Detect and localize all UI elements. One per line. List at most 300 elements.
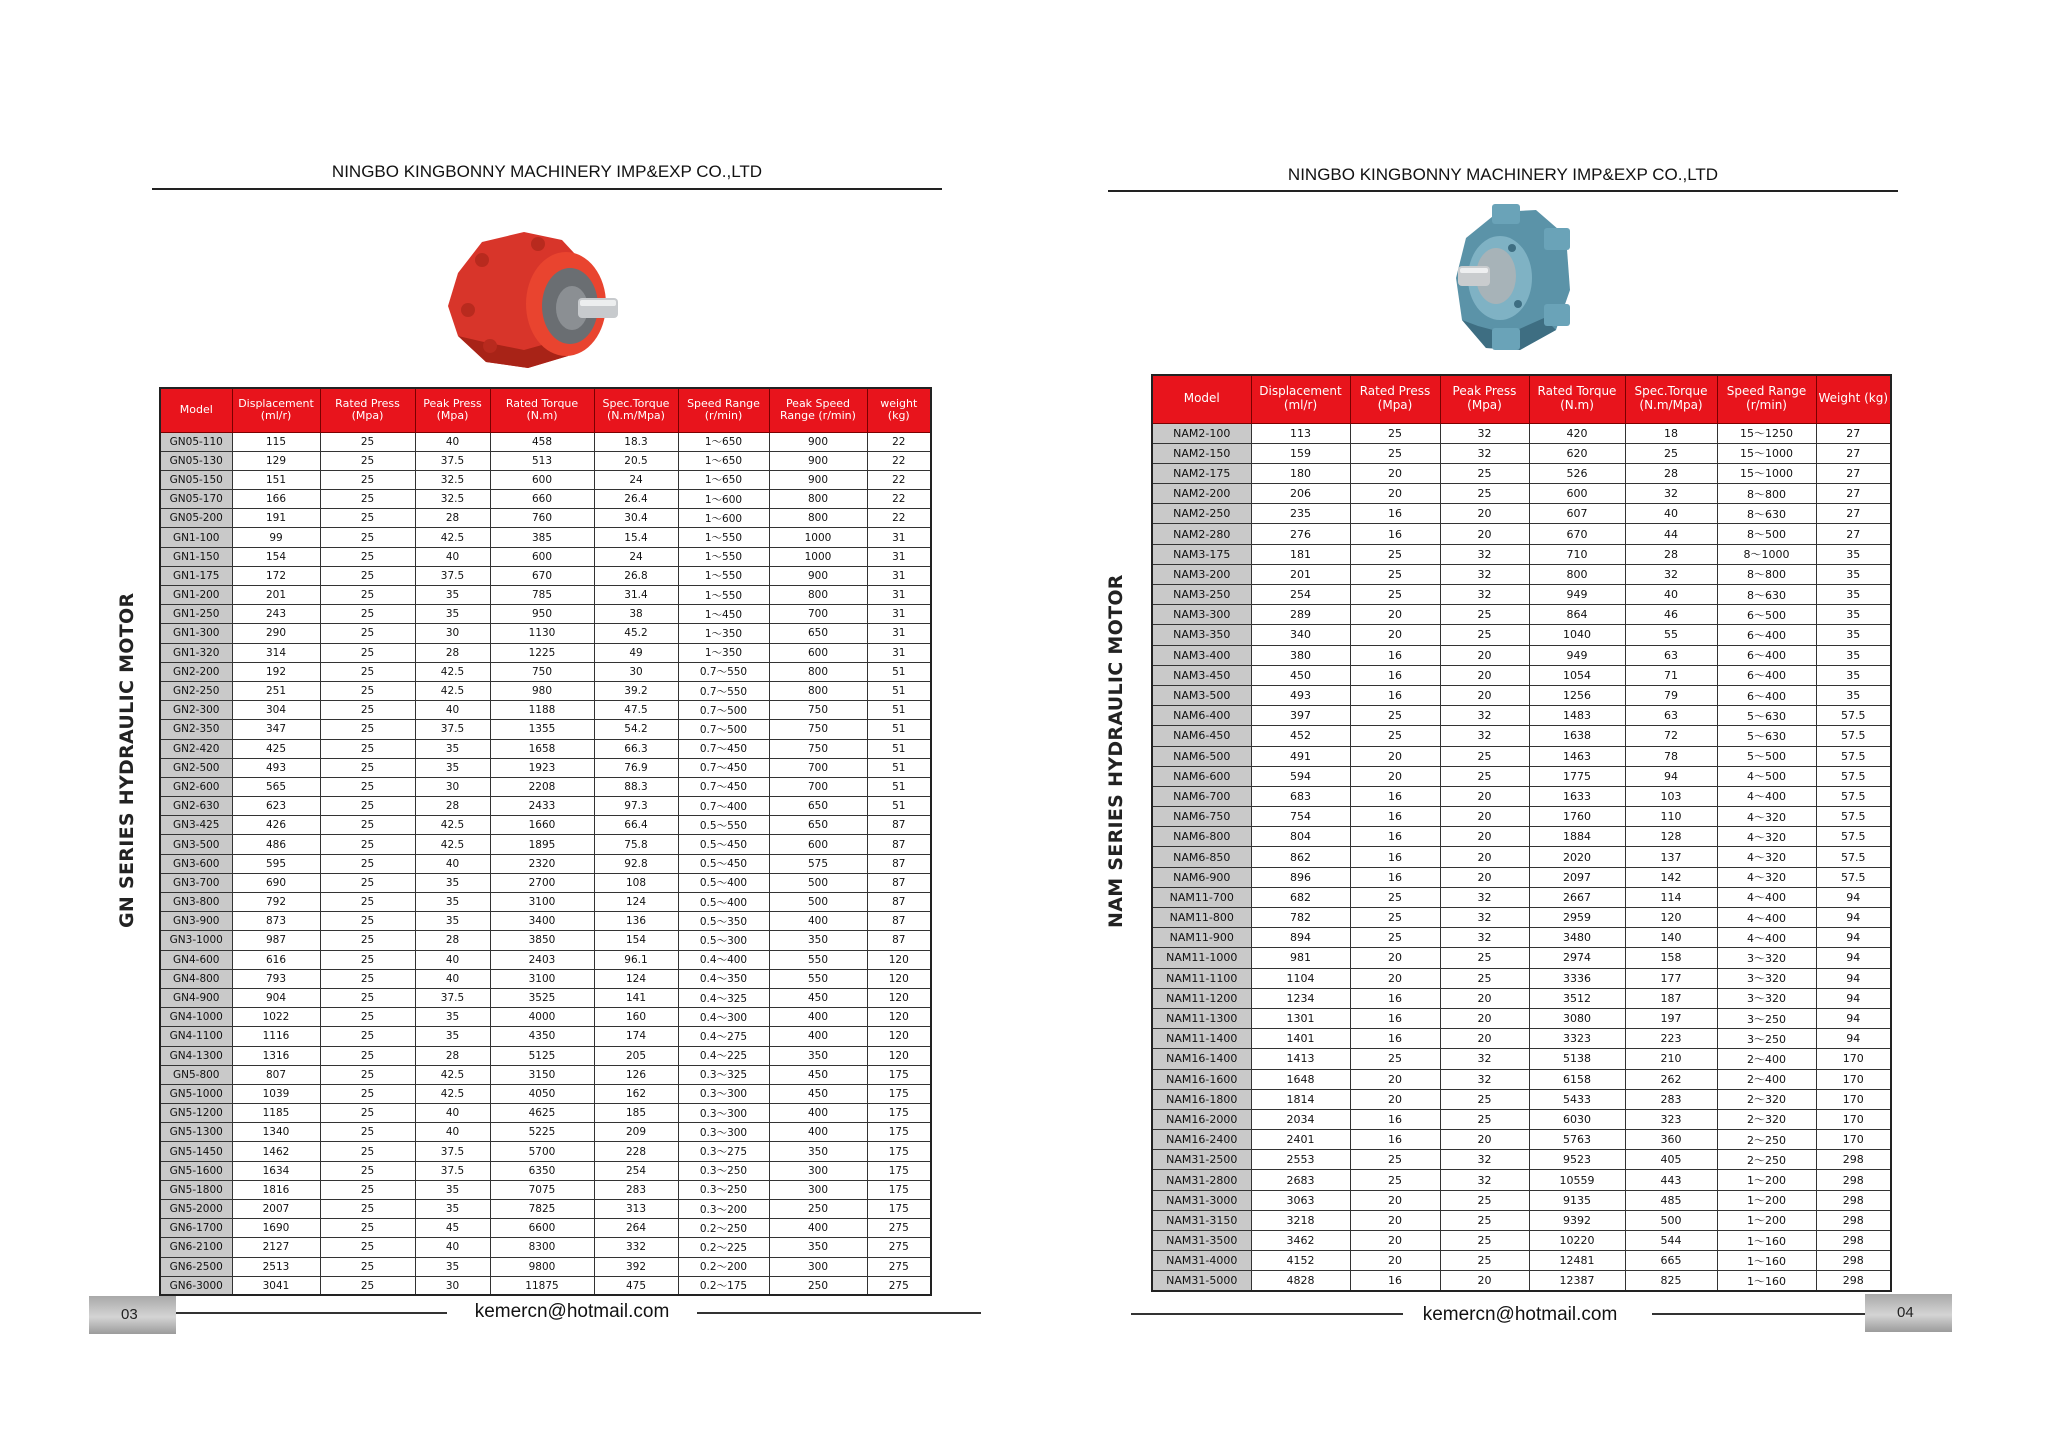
cell-peak-press: 28 [415,797,490,816]
cell-speed-range: 6～400 [1717,645,1816,665]
cell-spec-torque: 66.4 [594,816,678,835]
cell-weight: 57.5 [1816,807,1891,827]
cell-model: GN5-1600 [160,1161,232,1180]
cell-rated-torque: 6600 [490,1219,594,1238]
cell-rated-torque: 2320 [490,854,594,873]
table-row [1152,988,1891,1008]
nam-spec-table [1151,374,1892,1292]
cell-rated-torque: 710 [1529,544,1625,564]
cell-peak-press: 32 [1440,887,1529,907]
cell-rated-press: 25 [1350,726,1440,746]
cell-rated-torque: 3512 [1529,988,1625,1008]
cell-peak-press: 35 [415,873,490,892]
cell-rated-press: 25 [320,1161,415,1180]
cell-peak-press: 32 [1440,726,1529,746]
cell-model: NAM2-100 [1152,423,1251,443]
cell-spec-torque: 825 [1625,1271,1717,1291]
cell-speed-range: 0.3～300 [678,1123,769,1142]
cell-weight: 298 [1816,1190,1891,1210]
cell-model: GN1-200 [160,586,232,605]
cell-peak-speed-range: 650 [769,816,867,835]
cell-rated-press: 25 [320,1257,415,1276]
cell-rated-torque: 3100 [490,969,594,988]
table-row [160,720,931,739]
cell-peak-press: 30 [415,624,490,643]
cell-speed-range: 4～320 [1717,807,1816,827]
cell-model: NAM31-2800 [1152,1170,1251,1190]
cell-speed-range: 0.5～550 [678,816,769,835]
cell-displacement: 115 [232,432,320,451]
cell-rated-torque: 2433 [490,797,594,816]
right-side-title: NAM SERIES HYDRAULIC MOTOR [1105,574,1127,928]
cell-weight: 87 [867,931,931,950]
cell-rated-torque: 385 [490,528,594,547]
cell-spec-torque: 76.9 [594,758,678,777]
cell-speed-range: 1～200 [1717,1190,1816,1210]
table-row [160,547,931,566]
cell-spec-torque: 24 [594,547,678,566]
table-row [1152,544,1891,564]
cell-model: GN4-1100 [160,1027,232,1046]
cell-peak-press: 32 [1440,1069,1529,1089]
cell-displacement: 804 [1251,827,1350,847]
cell-spec-torque: 20.5 [594,451,678,470]
cell-weight: 170 [1816,1089,1891,1109]
cell-speed-range: 0.3～250 [678,1161,769,1180]
cell-displacement: 2683 [1251,1170,1350,1190]
cell-speed-range: 4～320 [1717,827,1816,847]
cell-speed-range: 0.4～300 [678,1008,769,1027]
cell-rated-torque: 1463 [1529,746,1625,766]
cell-model: NAM16-1800 [1152,1089,1251,1109]
cell-displacement: 904 [232,988,320,1007]
cell-displacement: 3218 [1251,1210,1350,1230]
cell-rated-press: 20 [1350,968,1440,988]
cell-rated-press: 25 [320,854,415,873]
cell-peak-press: 32 [1440,1170,1529,1190]
cell-spec-torque: 54.2 [594,720,678,739]
cell-rated-press: 25 [320,451,415,470]
right-footer-rule-a [1131,1313,1403,1315]
cell-rated-press: 16 [1350,1109,1440,1129]
cell-rated-press: 25 [320,643,415,662]
cell-model: NAM3-250 [1152,585,1251,605]
cell-model: GN05-170 [160,490,232,509]
cell-rated-press: 25 [320,969,415,988]
cell-peak-press: 32 [1440,544,1529,564]
cell-rated-torque: 5700 [490,1142,594,1161]
cell-peak-press: 20 [1440,867,1529,887]
cell-peak-press: 25 [1440,1251,1529,1271]
cell-rated-torque: 1775 [1529,766,1625,786]
cell-peak-speed-range: 400 [769,1104,867,1123]
cell-displacement: 2007 [232,1200,320,1219]
cell-spec-torque: 28 [1625,544,1717,564]
cell-rated-press: 25 [1350,1170,1440,1190]
cell-displacement: 623 [232,797,320,816]
cell-displacement: 683 [1251,786,1350,806]
motor-cylinder [1544,228,1570,250]
gn-spec-table [159,387,932,1296]
cell-speed-range: 0.3～325 [678,1065,769,1084]
table-row [1152,1130,1891,1150]
cell-model: NAM3-300 [1152,605,1251,625]
right-footer-email: kemercn@hotmail.com [1422,1304,1618,1325]
cell-rated-torque: 620 [1529,443,1625,463]
cell-speed-range: 2～320 [1717,1109,1816,1129]
cell-speed-range: 2～250 [1717,1130,1816,1150]
motor-bolt [483,339,497,353]
cell-rated-torque: 1355 [490,720,594,739]
cell-speed-range: 2～400 [1717,1069,1816,1089]
cell-weight: 31 [867,566,931,585]
cell-spec-torque: 63 [1625,706,1717,726]
cell-model: GN4-800 [160,969,232,988]
cell-spec-torque: 197 [1625,1008,1717,1028]
cell-rated-torque: 1884 [1529,827,1625,847]
cell-weight: 94 [1816,887,1891,907]
cell-peak-press: 40 [415,701,490,720]
cell-speed-range: 0.7～400 [678,797,769,816]
cell-model: NAM11-700 [1152,887,1251,907]
cell-rated-press: 25 [1350,1150,1440,1170]
cell-rated-torque: 3400 [490,912,594,931]
cell-rated-torque: 2667 [1529,887,1625,907]
cell-rated-torque: 980 [490,681,594,700]
cell-spec-torque: 24 [594,470,678,489]
cell-speed-range: 0.3～300 [678,1104,769,1123]
cell-model: NAM11-800 [1152,908,1251,928]
cell-speed-range: 8～630 [1717,585,1816,605]
cell-model: GN1-320 [160,643,232,662]
cell-weight: 31 [867,528,931,547]
table-row [160,969,931,988]
cell-rated-torque: 1188 [490,701,594,720]
cell-peak-press: 25 [1440,463,1529,483]
cell-rated-torque: 1054 [1529,665,1625,685]
table-row [1152,645,1891,665]
cell-peak-speed-range: 1000 [769,547,867,566]
cell-weight: 120 [867,1046,931,1065]
cell-spec-torque: 128 [1625,827,1717,847]
cell-peak-speed-range: 300 [769,1257,867,1276]
cell-speed-range: 1～350 [678,624,769,643]
table-row [1152,685,1891,705]
table-row [160,1257,931,1276]
cell-peak-press: 28 [415,509,490,528]
cell-weight: 87 [867,912,931,931]
cell-weight: 275 [867,1238,931,1257]
cell-displacement: 3041 [232,1276,320,1295]
cell-peak-press: 32 [1440,585,1529,605]
cell-model: GN5-1300 [160,1123,232,1142]
cell-speed-range: 3～320 [1717,988,1816,1008]
header-weight: weight (kg) [867,388,931,432]
header-displacement: Displacement (ml/r) [232,388,320,432]
cell-weight: 175 [867,1065,931,1084]
cell-weight: 120 [867,950,931,969]
cell-rated-press: 25 [320,797,415,816]
cell-displacement: 151 [232,470,320,489]
cell-spec-torque: 162 [594,1084,678,1103]
cell-rated-press: 25 [320,509,415,528]
cell-peak-speed-range: 500 [769,873,867,892]
cell-rated-press: 25 [320,701,415,720]
table-row [160,624,931,643]
cell-model: NAM11-1100 [1152,968,1251,988]
cell-spec-torque: 30 [594,662,678,681]
cell-model: GN2-630 [160,797,232,816]
cell-weight: 175 [867,1123,931,1142]
left-side-title: GN SERIES HYDRAULIC MOTOR [116,592,138,928]
cell-weight: 94 [1816,1008,1891,1028]
cell-model: NAM3-175 [1152,544,1251,564]
cell-displacement: 1022 [232,1008,320,1027]
cell-model: GN1-100 [160,528,232,547]
cell-peak-speed-range: 750 [769,720,867,739]
cell-rated-torque: 2700 [490,873,594,892]
cell-model: GN3-700 [160,873,232,892]
cell-speed-range: 1～200 [1717,1170,1816,1190]
cell-rated-press: 25 [320,988,415,1007]
cell-rated-press: 25 [1350,908,1440,928]
cell-speed-range: 1～550 [678,566,769,585]
cell-rated-torque: 2974 [1529,948,1625,968]
cell-rated-torque: 9392 [1529,1210,1625,1230]
cell-spec-torque: 500 [1625,1210,1717,1230]
cell-weight: 298 [1816,1170,1891,1190]
cell-speed-range: 0.2～175 [678,1276,769,1295]
cell-displacement: 1039 [232,1084,320,1103]
cell-model: GN5-1450 [160,1142,232,1161]
cell-rated-torque: 600 [490,470,594,489]
cell-rated-torque: 1895 [490,835,594,854]
cell-displacement: 1690 [232,1219,320,1238]
cell-displacement: 191 [232,509,320,528]
cell-displacement: 565 [232,777,320,796]
left-header-rule [152,188,942,190]
cell-rated-press: 25 [320,681,415,700]
cell-peak-speed-range: 550 [769,950,867,969]
cell-speed-range: 6～400 [1717,665,1816,685]
table-row [1152,1150,1891,1170]
cell-rated-torque: 607 [1529,504,1625,524]
cell-weight: 35 [1816,665,1891,685]
cell-peak-press: 25 [1440,605,1529,625]
cell-rated-press: 20 [1350,746,1440,766]
cell-model: NAM6-900 [1152,867,1251,887]
table-row [160,1219,931,1238]
cell-peak-press: 32 [1440,443,1529,463]
cell-rated-torque: 600 [490,547,594,566]
cell-rated-torque: 526 [1529,463,1625,483]
cell-rated-torque: 1660 [490,816,594,835]
cell-peak-press: 40 [415,854,490,873]
cell-speed-range: 0.4～325 [678,988,769,1007]
header-rated-torque: Rated Torque (N.m) [1529,375,1625,423]
table-row [1152,766,1891,786]
cell-spec-torque: 140 [1625,928,1717,948]
cell-speed-range: 4～400 [1717,928,1816,948]
cell-speed-range: 1～160 [1717,1231,1816,1251]
cell-peak-speed-range: 250 [769,1200,867,1219]
header-weight: Weight (kg) [1816,375,1891,423]
cell-peak-speed-range: 350 [769,1142,867,1161]
cell-speed-range: 5～500 [1717,746,1816,766]
cell-spec-torque: 158 [1625,948,1717,968]
motor-cylinder [1544,304,1570,326]
table-row [1152,706,1891,726]
cell-spec-torque: 92.8 [594,854,678,873]
cell-rated-press: 25 [320,1084,415,1103]
motor-shaft-highlight [580,300,616,306]
cell-spec-torque: 264 [594,1219,678,1238]
cell-rated-press: 25 [320,816,415,835]
cell-speed-range: 2～400 [1717,1049,1816,1069]
cell-speed-range: 3～320 [1717,948,1816,968]
cell-spec-torque: 39.2 [594,681,678,700]
cell-weight: 298 [1816,1251,1891,1271]
cell-spec-torque: 28 [1625,463,1717,483]
right-header-rule [1108,190,1898,192]
cell-spec-torque: 485 [1625,1190,1717,1210]
cell-weight: 94 [1816,928,1891,948]
cell-rated-torque: 1923 [490,758,594,777]
table-row [1152,786,1891,806]
cell-speed-range: 0.2～250 [678,1219,769,1238]
cell-rated-press: 25 [320,1123,415,1142]
cell-peak-press: 35 [415,758,490,777]
cell-peak-press: 25 [1440,766,1529,786]
cell-rated-press: 16 [1350,665,1440,685]
cell-weight: 175 [867,1104,931,1123]
cell-model: GN3-500 [160,835,232,854]
cell-rated-torque: 4000 [490,1008,594,1027]
cell-model: NAM16-1400 [1152,1049,1251,1069]
cell-weight: 94 [1816,908,1891,928]
cell-displacement: 1104 [1251,968,1350,988]
cell-rated-press: 16 [1350,1029,1440,1049]
cell-speed-range: 4～400 [1717,908,1816,928]
table-row [1152,867,1891,887]
table-row [160,1276,931,1295]
cell-peak-press: 28 [415,643,490,662]
cell-displacement: 491 [1251,746,1350,766]
table-row [1152,423,1891,443]
cell-model: NAM16-1600 [1152,1069,1251,1089]
cell-model: NAM3-450 [1152,665,1251,685]
cell-displacement: 754 [1251,807,1350,827]
cell-speed-range: 15～1000 [1717,463,1816,483]
right-page-number-box [1865,1294,1952,1332]
cell-weight: 35 [1816,685,1891,705]
table-row [160,1142,931,1161]
cell-rated-torque: 6158 [1529,1069,1625,1089]
cell-speed-range: 0.7～550 [678,681,769,700]
cell-model: GN05-200 [160,509,232,528]
cell-speed-range: 1～160 [1717,1271,1816,1291]
table-row [160,1200,931,1219]
cell-speed-range: 4～500 [1717,766,1816,786]
cell-displacement: 347 [232,720,320,739]
cell-model: GN5-1000 [160,1084,232,1103]
cell-peak-press: 25 [1440,1109,1529,1129]
cell-displacement: 254 [1251,585,1350,605]
cell-model: NAM6-600 [1152,766,1251,786]
cell-model: NAM6-500 [1152,746,1251,766]
cell-displacement: 201 [232,586,320,605]
cell-rated-torque: 3100 [490,893,594,912]
cell-displacement: 2553 [1251,1150,1350,1170]
table-row [1152,1271,1891,1291]
cell-spec-torque: 96.1 [594,950,678,969]
cell-rated-press: 25 [1350,706,1440,726]
cell-spec-torque: 47.5 [594,701,678,720]
cell-speed-range: 5～630 [1717,706,1816,726]
cell-spec-torque: 313 [594,1200,678,1219]
cell-peak-press: 37.5 [415,566,490,585]
table-row [160,586,931,605]
cell-displacement: 4152 [1251,1251,1350,1271]
cell-rated-torque: 660 [490,490,594,509]
cell-rated-torque: 5433 [1529,1089,1625,1109]
nam-table-body [1152,423,1891,1291]
cell-peak-press: 20 [1440,847,1529,867]
cell-rated-press: 25 [320,1238,415,1257]
cell-spec-torque: 44 [1625,524,1717,544]
header-peak-press: Peak Press (Mpa) [1440,375,1529,423]
cell-model: GN05-130 [160,451,232,470]
cell-displacement: 304 [232,701,320,720]
cell-rated-press: 25 [320,1142,415,1161]
cell-displacement: 251 [232,681,320,700]
cell-weight: 57.5 [1816,847,1891,867]
cell-rated-press: 25 [1350,423,1440,443]
cell-peak-press: 37.5 [415,1142,490,1161]
table-row [160,912,931,931]
table-row [1152,908,1891,928]
table-row [1152,443,1891,463]
cell-weight: 27 [1816,443,1891,463]
cell-peak-press: 32 [1440,1049,1529,1069]
cell-displacement: 452 [1251,726,1350,746]
cell-speed-range: 0.7～500 [678,720,769,739]
cell-peak-press: 35 [415,1027,490,1046]
cell-weight: 87 [867,854,931,873]
cell-displacement: 792 [232,893,320,912]
cell-peak-press: 20 [1440,665,1529,685]
cell-speed-range: 1～160 [1717,1251,1816,1271]
cell-displacement: 289 [1251,605,1350,625]
cell-displacement: 987 [232,931,320,950]
cell-speed-range: 1～650 [678,432,769,451]
cell-spec-torque: 88.3 [594,777,678,796]
cell-displacement: 1185 [232,1104,320,1123]
cell-weight: 57.5 [1816,706,1891,726]
cell-rated-torque: 1633 [1529,786,1625,806]
cell-rated-torque: 6350 [490,1161,594,1180]
cell-peak-speed-range: 800 [769,509,867,528]
cell-model: GN6-2500 [160,1257,232,1276]
cell-rated-press: 20 [1350,625,1440,645]
cell-speed-range: 0.5～400 [678,873,769,892]
cell-displacement: 380 [1251,645,1350,665]
cell-rated-press: 20 [1350,1069,1440,1089]
cell-speed-range: 4～400 [1717,786,1816,806]
cell-rated-press: 25 [320,758,415,777]
cell-speed-range: 0.7～450 [678,758,769,777]
cell-spec-torque: 187 [1625,988,1717,1008]
